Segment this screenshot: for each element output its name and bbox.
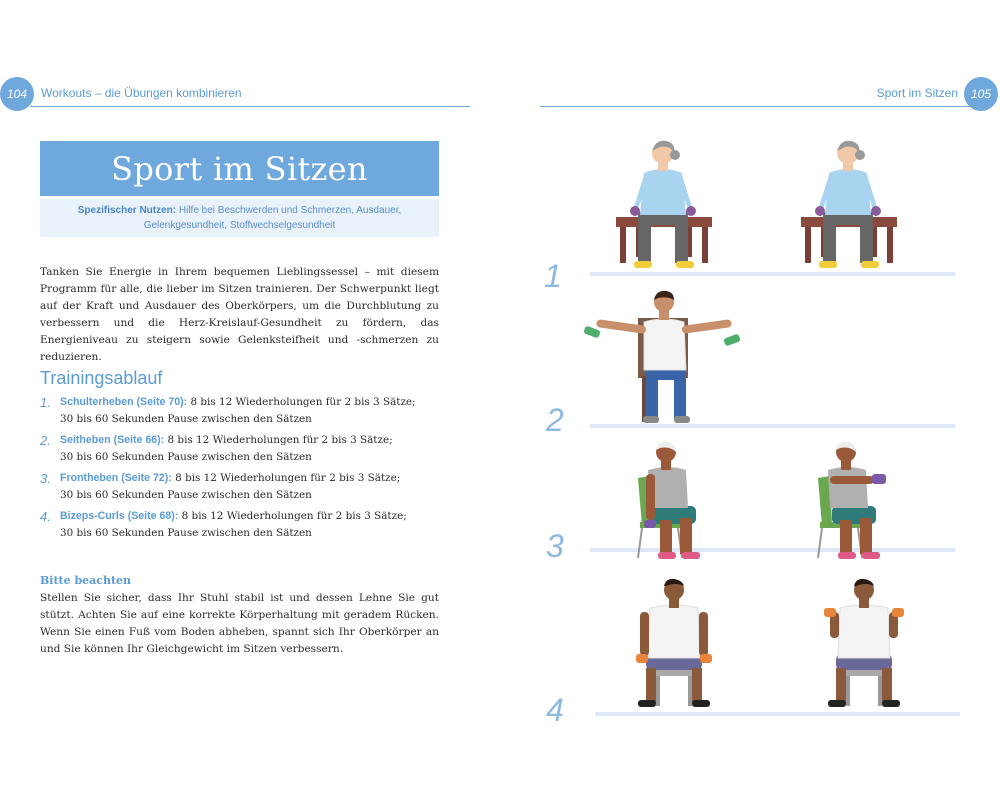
senior-front-raise-icon [630,440,920,570]
right-running-head: Sport im Sitzen [876,86,958,100]
step-exercise-link[interactable]: Seitheben (Seite 66): [60,434,165,446]
step-item [40,470,440,504]
step-item [40,508,440,542]
left-running-head: Workouts – die Übungen kombinieren [41,86,242,100]
step-exercise-link[interactable]: Schulterheben (Seite 70): [60,396,188,408]
step-line1: 8 bis 12 Wiederholungen für 2 bis 3 Sätze; [190,396,416,408]
right-page-number: 105 [964,77,998,111]
figure-number: 3 [546,528,564,564]
step-line1: 8 bis 12 Wiederholungen für 2 bis 3 Sätze; [181,510,407,522]
note-title: Bitte beachten [40,574,132,587]
man-biceps-curl-icon [630,578,910,718]
figure-number: 4 [546,692,564,728]
intro-paragraph: Tanken Sie Energie in Ihrem bequemen Lieblingssessel – mit diesem Programm für alle, die lieber im Sitzen trainieren. Der Schwerpunkt liegt auf der Kraft und Ausdauer des Oberkörpers, um die Durchblutung zu verbessern und die Herz-Kreislauf-Gesundheit zu fördern, das Energieniveau zu steigern sowie Gelenksteifheit und -schmerzen zu reduzieren. [40,266,439,363]
step-number: 1. [40,395,51,410]
steps-list [40,394,440,546]
section-title: Trainingsablauf [40,368,163,388]
man-lateral-raise-icon [582,290,742,430]
figure-number: 2 [546,402,564,438]
figure-number: 1 [544,258,562,294]
step-item [40,432,440,466]
page-title: Sport im Sitzen [40,141,439,196]
step-number: 4. [40,509,51,524]
step-line2: 30 bis 60 Sekunden Pause zwischen den Sätzen [60,451,312,463]
step-exercise-link[interactable]: Frontheben (Seite 72): [60,472,172,484]
note-paragraph: Stellen Sie sicher, dass Ihr Stuhl stabil ist und dessen Lehne Sie gut stützt. Achten Sie auf eine korrekte Körperhaltung mit geradem Rücken. Wenn Sie einen Fuß vom Boden abheben, spannt sich Ihr Oberkörper an und Sie können Ihr Gleichgewicht im Sitzen verbessern. [40,592,439,655]
step-exercise-link[interactable]: Bizeps-Curls (Seite 68): [60,510,179,522]
header-rule-left [30,106,470,107]
benefit-text-1: Hilfe bei Beschwerden und Schmerzen, Ausdauer, [178,205,402,216]
step-line2: 30 bis 60 Sekunden Pause zwischen den Sätzen [60,527,312,539]
step-number: 3. [40,471,51,486]
step-line2: 30 bis 60 Sekunden Pause zwischen den Sätzen [60,413,312,425]
step-line1: 8 bis 12 Wiederholungen für 2 bis 3 Sätze; [167,434,393,446]
step-item [40,394,440,428]
step-line1: 8 bis 12 Wiederholungen für 2 bis 3 Sätze; [175,472,401,484]
left-page-number: 104 [0,77,34,111]
benefit-box [40,199,439,237]
benefit-label: Spezifischer Nutzen: [77,205,177,216]
header-rule-right [540,106,970,107]
step-number: 2. [40,433,51,448]
step-line2: 30 bis 60 Sekunden Pause zwischen den Sätzen [60,489,312,501]
woman-shoulder-raise-icon [600,135,950,275]
benefit-text-2: Gelenkgesundheit, Stoffwechselgesundheit [143,220,336,231]
